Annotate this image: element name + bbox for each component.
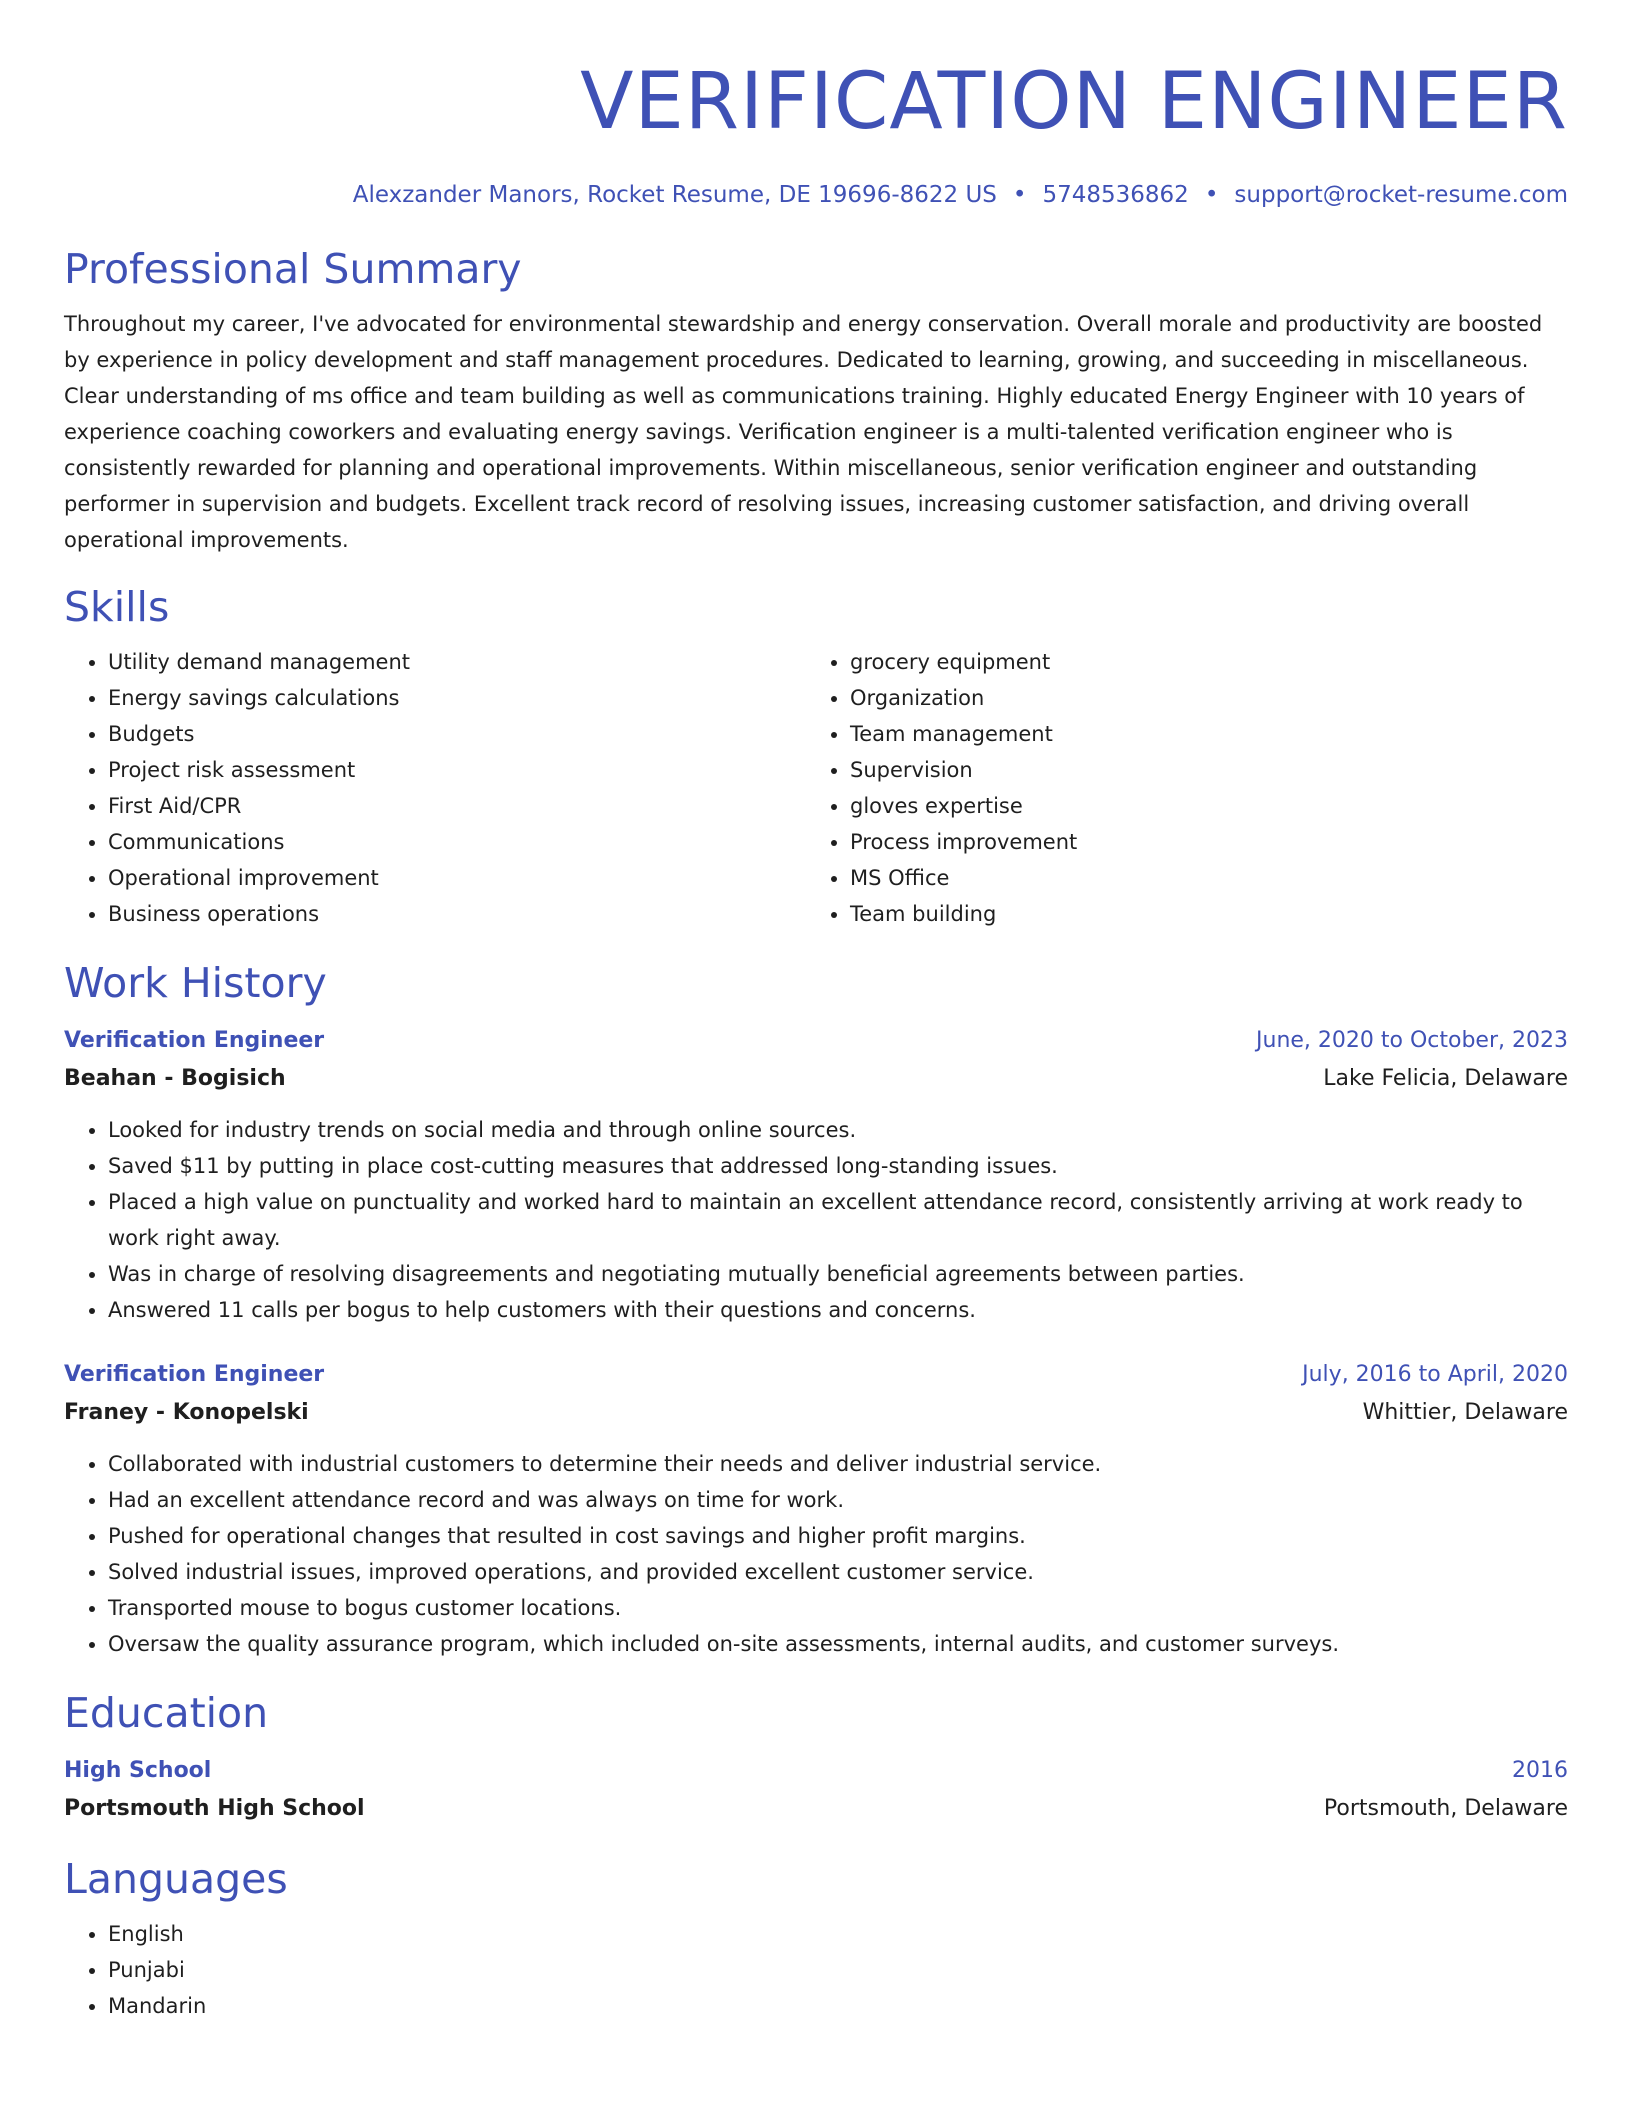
job-duty: • Placed a high value on punctuality and worked hard to maintain an excellent attendance record, consistently arriving at work ready to work right away. [108,1184,1568,1256]
skill-item: • Team building [850,896,1548,932]
contact-separator: • [1012,182,1027,208]
job-employer: Franey - Konopelski [64,1400,309,1425]
skill-item: • Utility demand management [108,644,806,680]
education-degree-row [64,1752,1568,1790]
job-title: Verification Engineer [64,1028,325,1053]
skill-item: • MS Office [850,860,1548,896]
contact-email[interactable]: support@rocket-resume.com [1234,182,1568,208]
skill-item: • Process improvement [850,824,1548,860]
job-location: Whittier, Delaware [1362,1400,1568,1425]
job-duties-list [64,1112,1568,1328]
job-employer-row [64,1060,1568,1098]
section-heading-languages: Languages [64,1855,288,1903]
section-heading-skills: Skills [64,583,170,631]
job-entry [64,1022,1568,1328]
job-dates: July, 2016 to April, 2020 [1302,1362,1568,1387]
section-heading-summary: Professional Summary [64,245,522,293]
skill-item: • First Aid/CPR [108,788,806,824]
job-duty: • Answered 11 calls per bogus to help customers with their questions and concerns. [108,1292,1568,1328]
skill-item: • grocery equipment [850,644,1548,680]
section-heading-work-history: Work History [64,959,327,1007]
job-duty: • Collaborated with industrial customers to determine their needs and deliver industrial service. [108,1446,1568,1482]
job-duty: • Pushed for operational changes that resulted in cost savings and higher profit margins. [108,1518,1568,1554]
skill-item: • Supervision [850,752,1548,788]
skill-item: • Communications [108,824,806,860]
skill-item: • Operational improvement [108,860,806,896]
job-duty: • Transported mouse to bogus customer locations. [108,1590,1568,1626]
job-duty: • Saved $11 by putting in place cost-cutting measures that addressed long-standing issues. [108,1148,1568,1184]
job-duties-list [64,1446,1568,1662]
job-duty: • Looked for industry trends on social media and through online sources. [108,1112,1568,1148]
job-title-row [64,1022,1568,1060]
skills-column-right [806,644,1548,932]
languages-section [64,1854,1568,2024]
job-duty: • Was in charge of resolving disagreements and negotiating mutually beneficial agreements between parties. [108,1256,1568,1292]
skills-grid [64,644,1568,932]
education-entry [64,1752,1568,1828]
skill-item: • Team management [850,716,1548,752]
job-location: Lake Felicia, Delaware [1323,1066,1568,1091]
skill-item: • Budgets [108,716,806,752]
education-school: Portsmouth High School [64,1796,365,1821]
professional-summary-section [64,244,1568,558]
education-location: Portsmouth, Delaware [1323,1796,1568,1821]
resume-header [64,0,1568,210]
languages-list [64,1916,1568,2024]
job-duty: • Oversaw the quality assurance program, which included on-site assessments, internal audits, and customer surveys. [108,1626,1568,1662]
skill-item: • Energy savings calculations [108,680,806,716]
job-entry [64,1356,1568,1662]
language-item: • Mandarin [108,1988,1568,2024]
contact-address: Alexzander Manors, Rocket Resume, DE 19696-8622 US [352,182,997,208]
job-employer-row [64,1394,1568,1432]
contact-separator: • [1204,182,1219,208]
contact-phone: 5748536862 [1042,182,1189,208]
job-employer: Beahan - Bogisich [64,1066,286,1091]
skill-item: • Business operations [108,896,806,932]
education-degree: High School [64,1758,212,1783]
skill-item: • gloves expertise [850,788,1548,824]
job-duty: • Solved industrial issues, improved operations, and provided excellent customer service. [108,1554,1568,1590]
job-dates: June, 2020 to October, 2023 [1256,1028,1568,1053]
language-item: • Punjabi [108,1952,1568,1988]
summary-text: Throughout my career, I've advocated for environmental stewardship and energy conservation. Overall morale and productivity are boosted by experience in policy development and staff management procedures. Dedicated to learning, growing, and succeeding in miscellaneous. Clear understanding of ms office and team building as well as communications training. Highly educated Energy Engineer with 10 years of experience coaching coworkers and evaluating energy savings. Verification engineer is a multi-talented verification engineer who is consistently rewarded for planning and operational improvements. Within miscellaneous, senior verification engineer and outstanding performer in supervision and budgets. Excellent track record of resolving issues, increasing customer satisfaction, and driving overall operational improvements. [64,312,1543,552]
section-heading-education: Education [64,1689,269,1737]
skill-item: • Organization [850,680,1548,716]
resume-title: VERIFICATION ENGINEER [580,57,1568,147]
job-title-row [64,1356,1568,1394]
job-title: Verification Engineer [64,1362,325,1387]
job-duty: • Had an excellent attendance record and was always on time for work. [108,1482,1568,1518]
skills-column-left [64,644,806,932]
education-year: 2016 [1512,1758,1568,1783]
skill-item: • Project risk assessment [108,752,806,788]
contact-line [64,180,1568,210]
education-school-row [64,1790,1568,1828]
work-history-section [64,958,1568,1662]
skills-section [64,582,1568,932]
language-item: • English [108,1916,1568,1952]
education-section [64,1688,1568,1828]
